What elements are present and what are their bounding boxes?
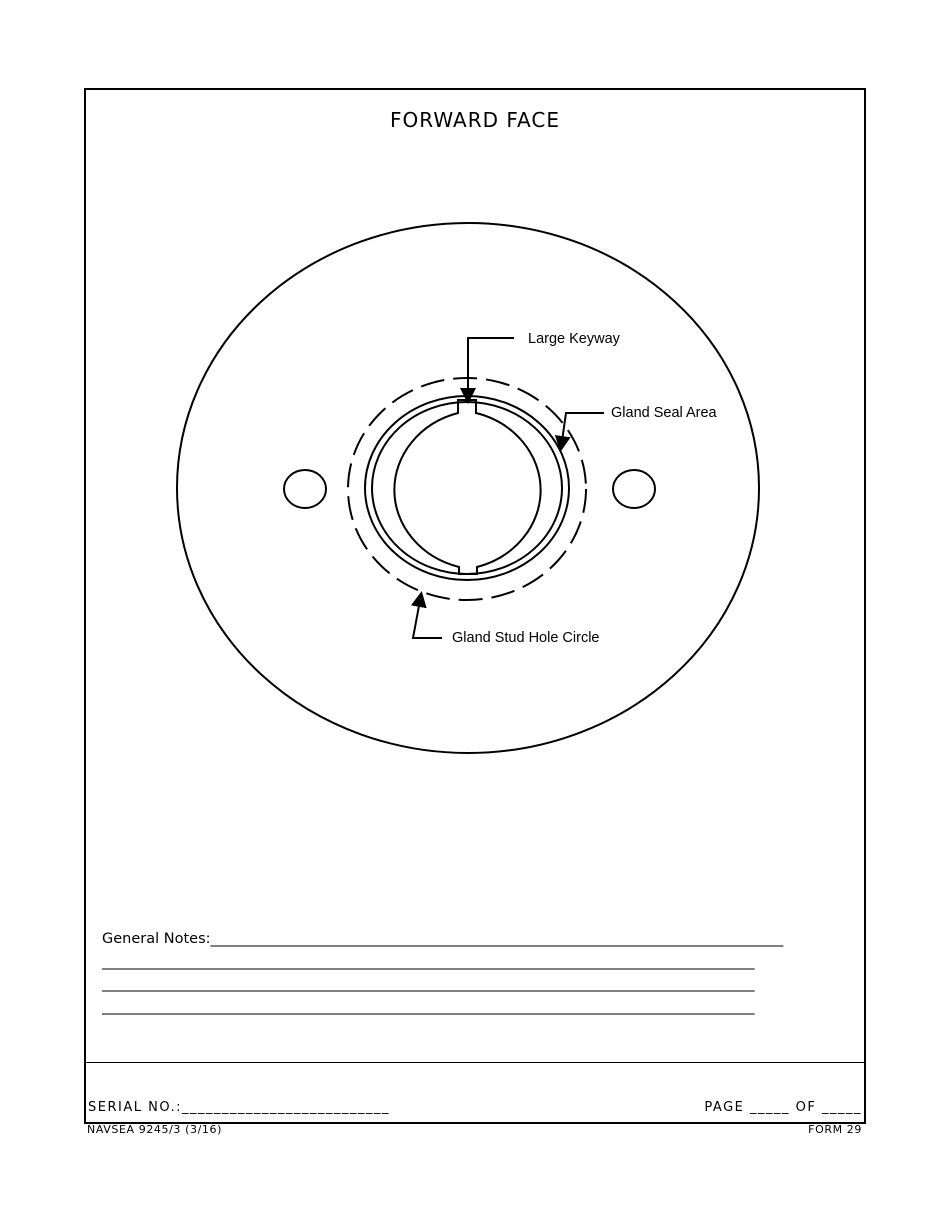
- large-keyway-label: Large Keyway: [528, 331, 620, 347]
- gland-seal-area-leader: [561, 413, 604, 448]
- outer-face-outline: [177, 223, 759, 753]
- large-keyway-leader: [468, 338, 514, 400]
- form-frame: [84, 88, 866, 1124]
- page-count-field[interactable]: PAGE _____ OF _____: [704, 1100, 862, 1115]
- form-identifier: NAVSEA 9245/3 (3/16): [87, 1123, 223, 1136]
- forward-face-diagram: [86, 90, 864, 890]
- gland-seal-area-label: Gland Seal Area: [611, 405, 717, 421]
- footer-divider: [86, 1062, 864, 1063]
- gland-seal-middle-ring: [372, 402, 562, 574]
- general-notes-line[interactable]: __________________________________________________________________________________________: [102, 998, 755, 1015]
- general-notes-line[interactable]: __________________________________________________________________________________________: [102, 953, 755, 970]
- general-notes-line[interactable]: General Notes:_______________________________________________________________________________: [102, 931, 784, 947]
- page-title: FORWARD FACE: [390, 108, 560, 132]
- gland-stud-hole-circle: [348, 378, 586, 600]
- left-bolt-hole: [284, 470, 326, 508]
- form-number: FORM 29: [808, 1123, 862, 1136]
- general-notes[interactable]: [102, 928, 838, 1018]
- right-bolt-hole: [613, 470, 655, 508]
- general-notes-line[interactable]: __________________________________________________________________________________________: [102, 976, 755, 992]
- gland-seal-outer-ring: [365, 396, 569, 580]
- gland-stud-hole-circle-leader: [413, 595, 442, 638]
- serial-number-field[interactable]: SERIAL NO.:__________________________: [88, 1100, 391, 1115]
- bore-with-keyways: [394, 400, 540, 574]
- gland-stud-hole-circle-label: Gland Stud Hole Circle: [452, 630, 600, 646]
